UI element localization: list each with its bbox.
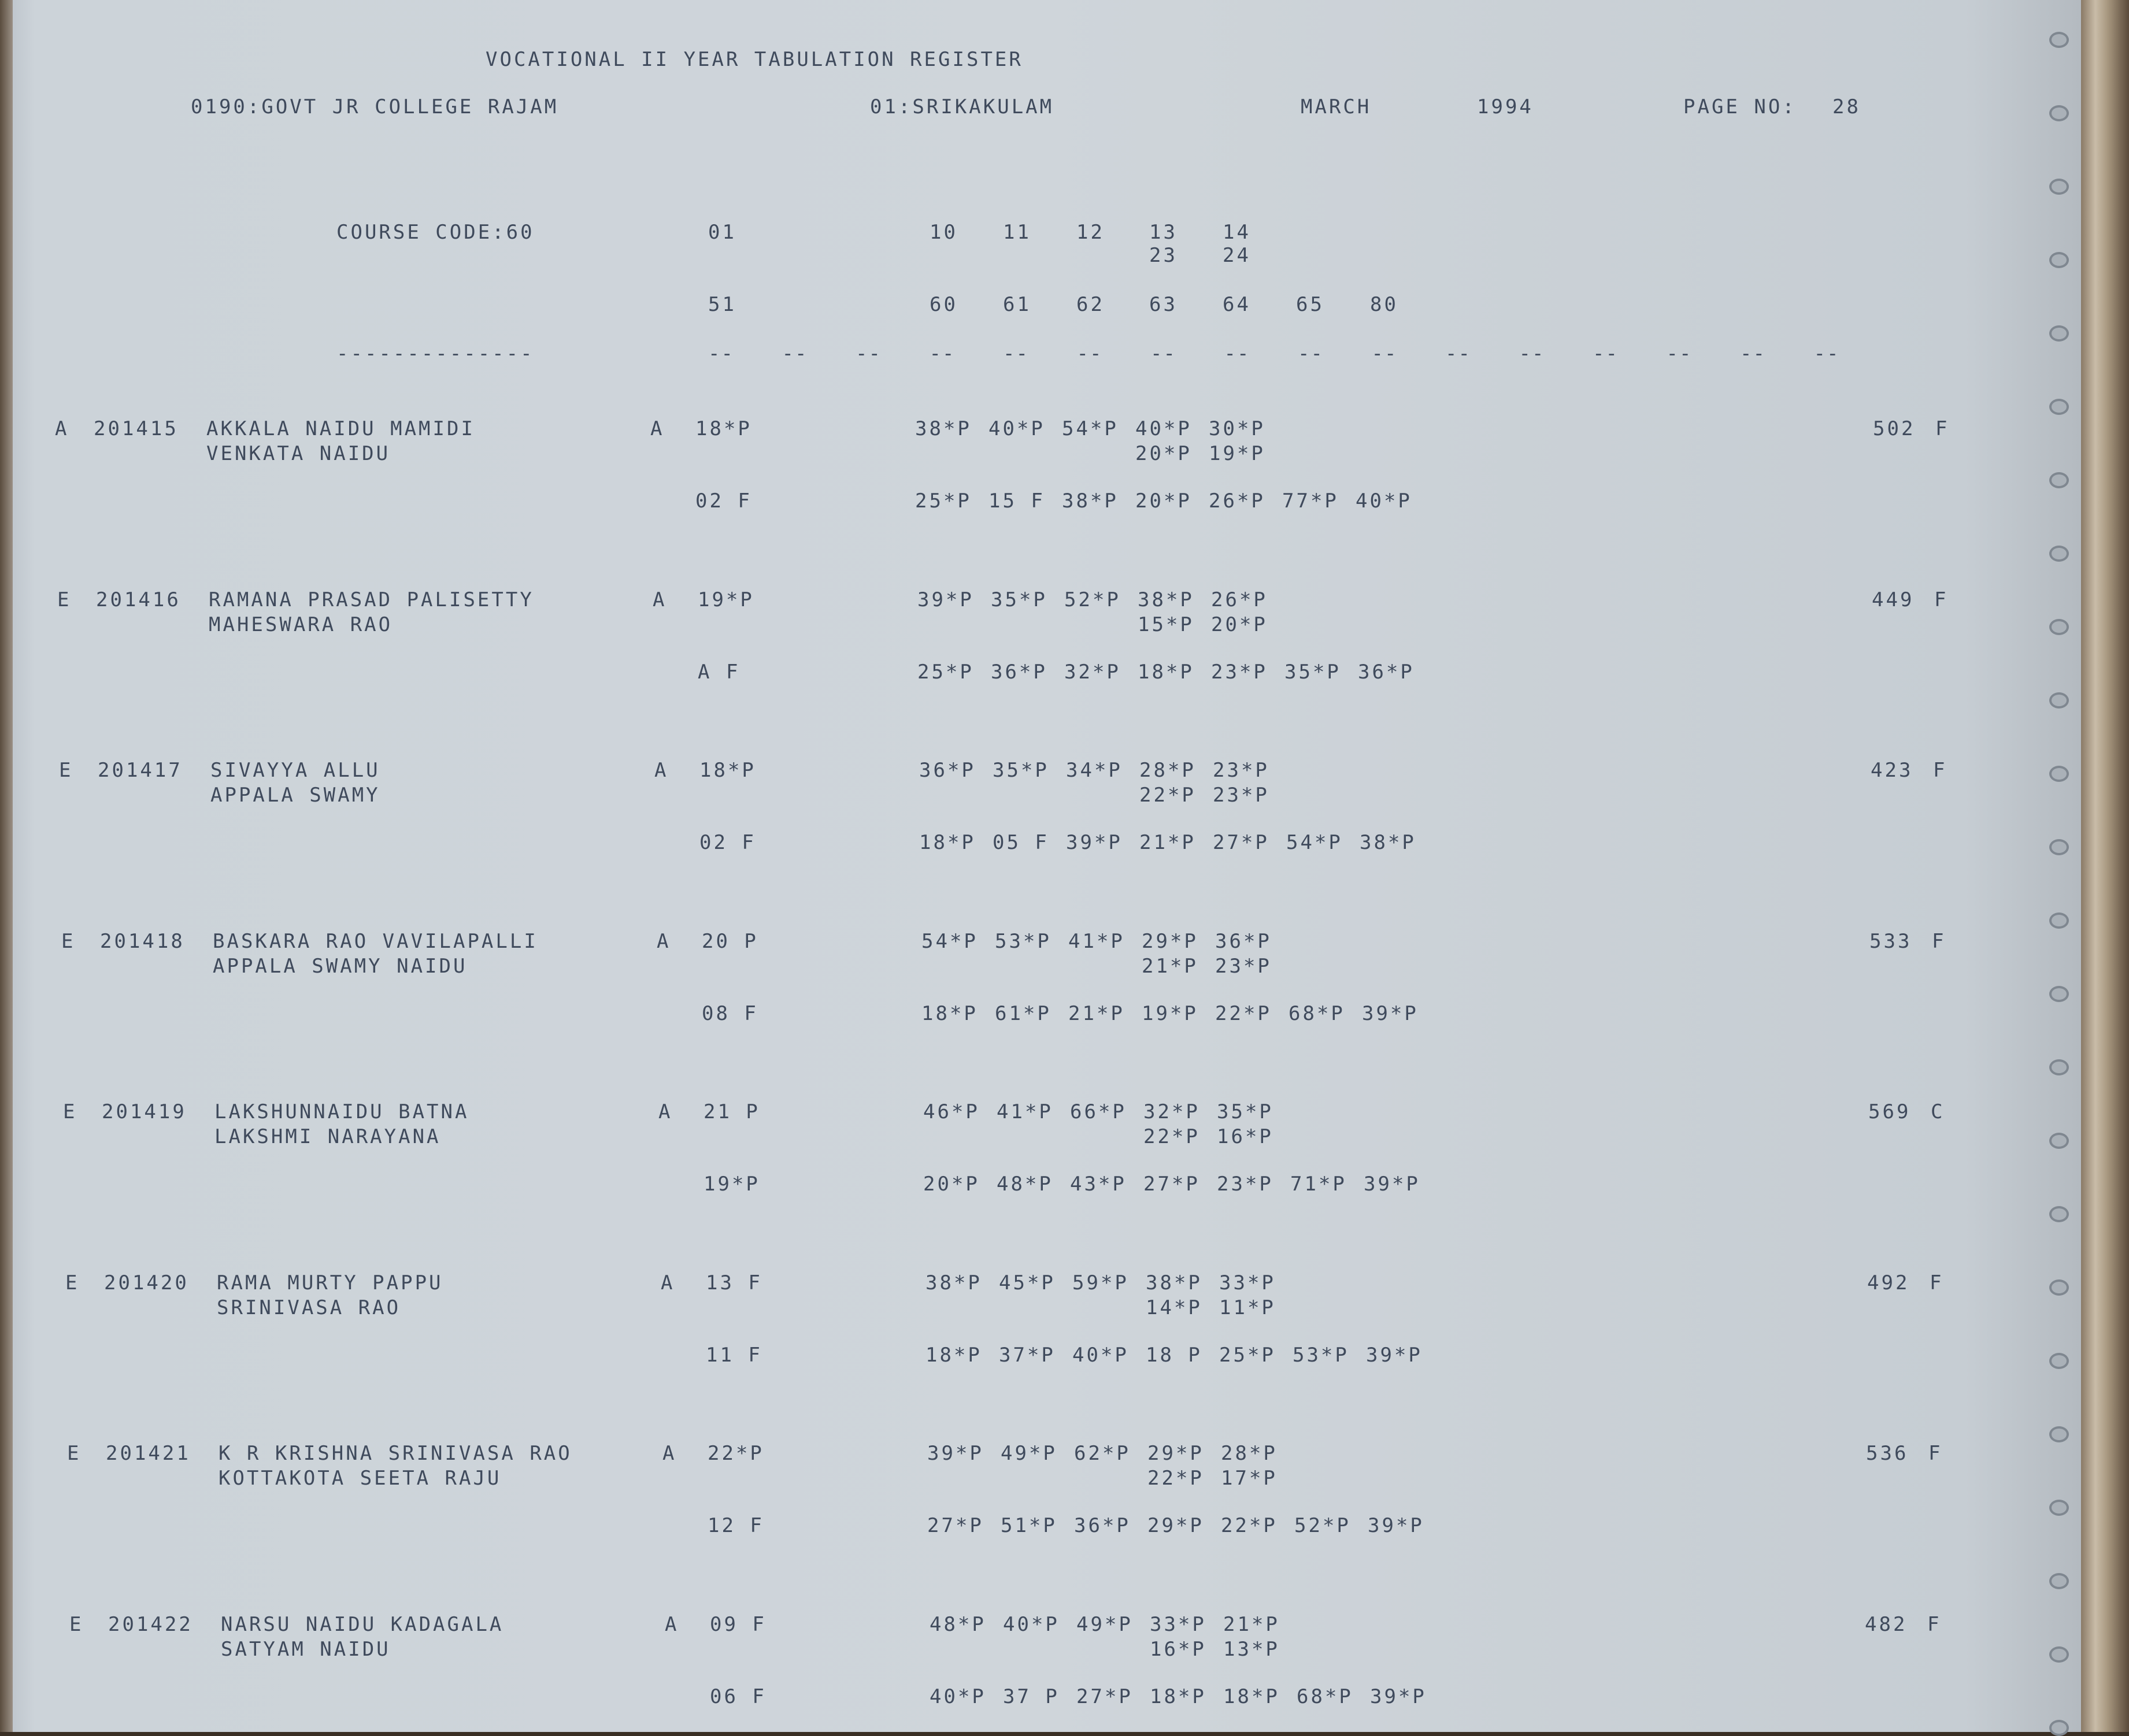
book-binding [2081,0,2129,1732]
mark-part2: 39*P [1366,1343,1423,1367]
student-category: E [67,1442,82,1465]
dash-separator: -- [1519,342,1545,365]
mark-part1: 28*P [1139,759,1196,782]
mark-part1: 33*P [1219,1271,1276,1294]
parent-name: LAKSHMI NARAYANA [214,1125,441,1148]
mark-part2: 22*P [1215,1001,1272,1025]
mark-part1-practical: 11*P [1219,1296,1276,1319]
binder-hole [2049,1279,2069,1296]
result-code: F [1930,1271,1944,1294]
mark-part1: 26*P [1211,588,1268,611]
total-marks: 502 [1873,417,1916,440]
mark-part1: 62*P [1074,1442,1131,1465]
binder-hole [2049,1353,2069,1369]
course-code-cell: 62 [1076,293,1105,316]
dash-separator: -- [782,342,808,365]
parent-name: SATYAM NAIDU [221,1637,391,1661]
mark-part2: 71*P [1290,1173,1347,1196]
result-code: F [1932,929,1946,953]
course-code-cell: 60 [930,293,958,316]
mark-part2: 36*P [991,660,1047,684]
mark-part2: 37*P [999,1343,1056,1367]
total-marks: 482 [1865,1612,1908,1636]
course-code-cell: 10 [930,221,958,244]
mark-part1: 45*P [999,1271,1056,1294]
roll-number: 201416 [96,588,181,611]
binder-hole [2049,1720,2069,1736]
parent-name: APPALA SWAMY [210,784,380,807]
mark-part1: 54*P [921,929,978,953]
binder-hole [2049,912,2069,929]
mark-part2-first: 02 F [699,831,756,854]
parent-name: KOTTAKOTA SEETA RAJU [219,1467,502,1490]
mark-part1: 59*P [1072,1271,1129,1294]
district-name: 01:SRIKAKULAM [870,95,1054,118]
mark-part2: 40*P [930,1685,986,1708]
group-code: A [654,759,669,782]
mark-part2: 29*P [1147,1514,1204,1537]
total-marks: 492 [1867,1271,1910,1294]
mark-part2: 39*P [1368,1514,1424,1537]
roll-number: 201418 [100,929,185,953]
total-marks: 536 [1866,1442,1909,1465]
dash-separator: -- [856,342,882,365]
mark-part2: 18*P [921,1001,978,1025]
student-category: E [69,1612,84,1636]
mark-part2: 18*P [1138,660,1194,684]
roll-number: 201415 [94,417,179,440]
mark-part1: 21*P [1223,1612,1280,1636]
mark-part2: 39*P [1362,1001,1419,1025]
mark-part1: 38*P [915,417,972,440]
course-code-cell: 80 [1370,293,1398,316]
student-category: E [61,929,76,953]
mark-part1: 35*P [993,759,1049,782]
roll-number: 201419 [102,1100,187,1123]
mark-part1-practical: 22*P [1143,1125,1200,1148]
binder-hole [2049,179,2069,195]
dash-separator: -- [1298,342,1324,365]
result-code: F [1935,417,1950,440]
mark-part1-first: 18*P [699,759,756,782]
dash-separator: -- [1593,342,1619,365]
mark-part1: 40*P [1135,417,1192,440]
mark-part2: 27*P [1143,1173,1200,1196]
student-name: RAMA MURTY PAPPU [217,1271,443,1294]
mark-part2: 52*P [1294,1514,1351,1537]
mark-part2: 39*P [1370,1685,1427,1708]
mark-part2: 68*P [1288,1001,1345,1025]
group-code: A [650,417,665,440]
mark-part2-first: 19*P [704,1173,760,1196]
mark-part2: 27*P [1076,1685,1133,1708]
mark-part1-practical: 23*P [1213,784,1269,807]
mark-part1: 23*P [1213,759,1269,782]
mark-part2: 22*P [1221,1514,1278,1537]
student-category: E [65,1271,80,1294]
mark-part1-practical: 16*P [1150,1637,1206,1661]
mark-part1: 39*P [927,1442,984,1465]
roll-number: 201422 [108,1612,193,1636]
mark-part2: 18*P [1223,1685,1280,1708]
mark-part1-practical: 13*P [1223,1637,1280,1661]
mark-part1-practical: 20*P [1211,613,1268,636]
roll-number: 201420 [104,1271,189,1294]
mark-part2: 61*P [995,1001,1051,1025]
mark-part2: 51*P [1001,1514,1057,1537]
mark-part2: 40*P [1072,1343,1129,1367]
mark-part1-practical: 14*P [1146,1296,1202,1319]
mark-part2: 53*P [1293,1343,1349,1367]
mark-part2: 21*P [1068,1001,1125,1025]
student-name: AKKALA NAIDU MAMIDI [206,417,475,440]
dash-separator: -- [1371,342,1398,365]
mark-part1-first: 20 P [702,929,758,953]
mark-part2-first: 06 F [710,1685,767,1708]
course-code-cell: 24 [1223,244,1251,267]
mark-part1: 36*P [1215,929,1272,953]
group-code: A [658,1100,673,1123]
binder-hole [2049,1426,2069,1442]
binder-hole [2049,1573,2069,1589]
group-code: A [661,1271,675,1294]
parent-name: SRINIVASA RAO [217,1296,401,1319]
binder-hole [2049,399,2069,415]
binder-hole [2049,252,2069,268]
binder-hole [2049,105,2069,121]
mark-part1: 35*P [1217,1100,1273,1123]
student-name: NARSU NAIDU KADAGALA [221,1612,504,1636]
mark-part2: 25*P [1219,1343,1276,1367]
course-code-label: COURSE CODE:60 [336,221,535,244]
mark-part1-first: 18*P [695,417,752,440]
mark-part2: 77*P [1282,489,1339,513]
mark-part2: 25*P [915,489,972,513]
mark-part2: 40*P [1356,489,1412,513]
roll-number: 201421 [106,1442,191,1465]
binder-hole [2049,546,2069,562]
mark-part2: 23*P [1211,660,1268,684]
mark-part1-practical: 17*P [1221,1467,1278,1490]
exam-month: MARCH [1301,95,1372,118]
dash-separator: -- [1003,342,1029,365]
college-name: 0190:GOVT JR COLLEGE RAJAM [191,95,559,118]
mark-part2: 36*P [1358,660,1415,684]
dash-separator: -- [1740,342,1766,365]
course-code-cell: 65 [1296,293,1324,316]
mark-part2: 18*P [919,831,976,854]
mark-part1: 30*P [1209,417,1265,440]
result-code: C [1931,1100,1945,1123]
result-code: F [1928,1442,1943,1465]
mark-part1-first: 22*P [708,1442,764,1465]
mark-part1: 49*P [1001,1442,1057,1465]
course-code-cell: 61 [1003,293,1031,316]
group-code: A [662,1442,677,1465]
mark-part1-practical: 16*P [1217,1125,1273,1148]
dash-separator: -- [1150,342,1176,365]
mark-part2: 39*P [1066,831,1123,854]
binder-hole [2049,1059,2069,1075]
student-category: E [59,759,73,782]
mark-part2-first: 11 F [706,1343,762,1367]
mark-part1: 40*P [988,417,1045,440]
mark-part1-first: 19*P [698,588,754,611]
mark-part2-first: 08 F [702,1001,758,1025]
mark-part2: 36*P [1074,1514,1131,1537]
mark-part2: 37 P [1003,1685,1060,1708]
group-code: A [657,929,671,953]
mark-part1: 54*P [1062,417,1119,440]
binder-hole [2049,986,2069,1002]
mark-part2: 20*P [1135,489,1192,513]
result-code: F [1927,1612,1942,1636]
register-title: VOCATIONAL II YEAR TABULATION REGISTER [486,48,1023,71]
mark-part2: 18*P [925,1343,982,1367]
mark-part2: 38*P [1360,831,1416,854]
page-number: 28 [1832,95,1861,118]
mark-part1: 35*P [991,588,1047,611]
mark-part1: 29*P [1142,929,1198,953]
mark-part2: 27*P [1213,831,1269,854]
mark-part2: 26*P [1209,489,1265,513]
mark-part2: 43*P [1070,1173,1127,1196]
total-marks: 423 [1871,759,1913,782]
course-code-cell: 23 [1149,244,1178,267]
mark-part1: 41*P [1068,929,1125,953]
dash-separator: -- [1666,342,1693,365]
binder-hole [2049,325,2069,342]
mark-part1: 53*P [995,929,1051,953]
group-code: A [653,588,667,611]
student-name: SIVAYYA ALLU [210,759,380,782]
binder-hole [2049,1133,2069,1149]
mark-part2: 05 F [993,831,1049,854]
mark-part1-first: 09 F [710,1612,767,1636]
mark-part1-first: 21 P [704,1100,760,1123]
dash-separator: -- [929,342,956,365]
mark-part1: 66*P [1070,1100,1127,1123]
mark-part2: 15 F [988,489,1045,513]
group-code: A [665,1612,679,1636]
mark-part1-practical: 21*P [1142,954,1198,978]
mark-part1: 28*P [1221,1442,1278,1465]
total-marks: 569 [1868,1100,1911,1123]
mark-part2: 27*P [927,1514,984,1537]
binder-hole [2049,619,2069,635]
course-code-cell: 64 [1223,293,1251,316]
parent-name: VENKATA NAIDU [206,442,391,465]
mark-part1: 29*P [1147,1442,1204,1465]
mark-part1: 46*P [923,1100,980,1123]
course-code-cell: 11 [1003,221,1031,244]
mark-part2: 38*P [1062,489,1119,513]
exam-year: 1994 [1477,95,1534,118]
course-code-cell: 01 [708,221,736,244]
mark-part1: 52*P [1064,588,1121,611]
dash-separator: -- [1445,342,1471,365]
mark-part1: 39*P [917,588,974,611]
mark-part2: 18*P [1150,1685,1206,1708]
mark-part2: 35*P [1284,660,1341,684]
dash-separator: -- [1224,342,1250,365]
result-code: F [1934,588,1949,611]
mark-part2: 32*P [1064,660,1121,684]
mark-part2: 18 P [1146,1343,1202,1367]
binder-hole [2049,472,2069,488]
student-name: RAMANA PRASAD PALISETTY [209,588,534,611]
mark-part1-practical: 22*P [1147,1467,1204,1490]
mark-part2: 19*P [1142,1001,1198,1025]
mark-part2: 23*P [1217,1173,1273,1196]
course-code-cell: 13 [1149,221,1178,244]
mark-part1: 40*P [1003,1612,1060,1636]
course-underline: -------------- [336,342,535,365]
roll-number: 201417 [98,759,183,782]
course-code-cell: 63 [1149,293,1178,316]
page-left-edge [0,0,13,1732]
mark-part1: 49*P [1076,1612,1133,1636]
binder-hole [2049,32,2069,48]
mark-part2: 20*P [923,1173,980,1196]
mark-part2: 54*P [1286,831,1343,854]
mark-part1: 38*P [1138,588,1194,611]
student-category: A [55,417,69,440]
student-name: BASKARA RAO VAVILAPALLI [213,929,538,953]
mark-part2: 48*P [997,1173,1053,1196]
mark-part1: 34*P [1066,759,1123,782]
binder-hole [2049,1500,2069,1516]
page-label: PAGE NO: [1683,95,1797,118]
mark-part1-practical: 23*P [1215,954,1272,978]
binder-hole [2049,1646,2069,1663]
mark-part1-first: 13 F [706,1271,762,1294]
mark-part1: 38*P [1146,1271,1202,1294]
course-code-cell: 51 [708,293,736,316]
student-category: E [63,1100,77,1123]
dash-separator: -- [1076,342,1103,365]
binder-hole [2049,766,2069,782]
total-marks: 449 [1872,588,1915,611]
course-code-cell: 14 [1223,221,1251,244]
mark-part1: 33*P [1150,1612,1206,1636]
mark-part1-practical: 20*P [1135,442,1192,465]
parent-name: MAHESWARA RAO [209,613,393,636]
dash-separator: -- [708,342,734,365]
mark-part2: 39*P [1364,1173,1420,1196]
binder-hole [2049,839,2069,855]
mark-part1-practical: 15*P [1138,613,1194,636]
mark-part1: 48*P [930,1612,986,1636]
mark-part2: 21*P [1139,831,1196,854]
parent-name: APPALA SWAMY NAIDU [213,954,468,978]
mark-part1: 41*P [997,1100,1053,1123]
binder-hole [2049,1206,2069,1222]
mark-part1: 36*P [919,759,976,782]
course-code-cell: 12 [1076,221,1105,244]
binder-hole [2049,692,2069,709]
mark-part1: 38*P [925,1271,982,1294]
dash-separator: -- [1813,342,1840,365]
total-marks: 533 [1869,929,1912,953]
student-category: E [57,588,72,611]
mark-part1: 32*P [1143,1100,1200,1123]
mark-part1-practical: 22*P [1139,784,1196,807]
student-name: LAKSHUNNAIDU BATNA [214,1100,469,1123]
mark-part2-first: A F [698,660,740,684]
mark-part2-first: 12 F [708,1514,764,1537]
result-code: F [1933,759,1947,782]
mark-part2-first: 02 F [695,489,752,513]
mark-part2: 25*P [917,660,974,684]
mark-part2: 68*P [1297,1685,1353,1708]
mark-part1-practical: 19*P [1209,442,1265,465]
student-name: K R KRISHNA SRINIVASA RAO [219,1442,572,1465]
